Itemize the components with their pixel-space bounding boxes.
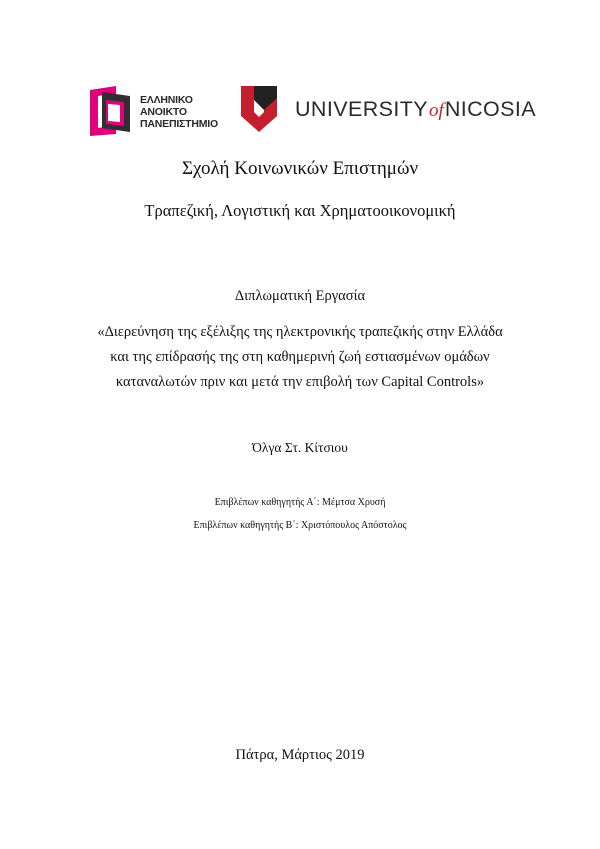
- unic-logo-shield-icon: [241, 86, 277, 132]
- thesis-title-line-2: και της επίδρασής της στη καθημερινή ζωή εστιασμένων ομάδων: [110, 349, 490, 365]
- eap-logo-line-1: ΕΛΛΗΝΙΚΟ: [140, 94, 193, 106]
- supervisor-b: Επιβλέπων καθηγητής Β΄: Χριστόπουλος Απόστολος: [193, 520, 407, 531]
- author-name: Όλγα Στ. Κίτσιου: [252, 440, 348, 455]
- thesis-title-line-3: καταναλωτών πριν και μετά την επιβολή των Capital Controls»: [115, 374, 485, 390]
- unic-logo-of: of: [429, 100, 444, 121]
- logos-header: [88, 84, 537, 140]
- supervisor-a: Επιβλέπων καθηγητής Α΄: Μέμτσα Χρυσή: [214, 497, 386, 508]
- department-name: Τραπεζική, Λογιστική και Χρηματοοικονομική: [144, 201, 456, 220]
- eap-logo-mark-icon: [90, 86, 134, 136]
- eap-logo-text: [140, 94, 218, 130]
- eap-logo-line-3: ΠΑΝΕΠΙΣΤΗΜΙΟ: [140, 118, 218, 130]
- thesis-title: [0, 320, 600, 395]
- school-name: Σχολή Κοινωνικών Επιστημών: [181, 158, 419, 179]
- unic-logo-nicosia: NICOSIA: [444, 97, 537, 121]
- thesis-label: Διπλωματική Εργασία: [234, 288, 366, 304]
- unic-logo-text: [295, 97, 536, 122]
- thesis-title-line-1: «Διερεύνηση της εξέλιξης της ηλεκτρονικής τραπεζικής στην Ελλάδα: [97, 324, 503, 340]
- place-date: Πάτρα, Μάρτιος 2019: [235, 747, 365, 763]
- eap-logo-line-2: ΑΝΟΙΚΤΟ: [140, 106, 187, 118]
- unic-logo-university: UNIVERSITY: [295, 97, 429, 121]
